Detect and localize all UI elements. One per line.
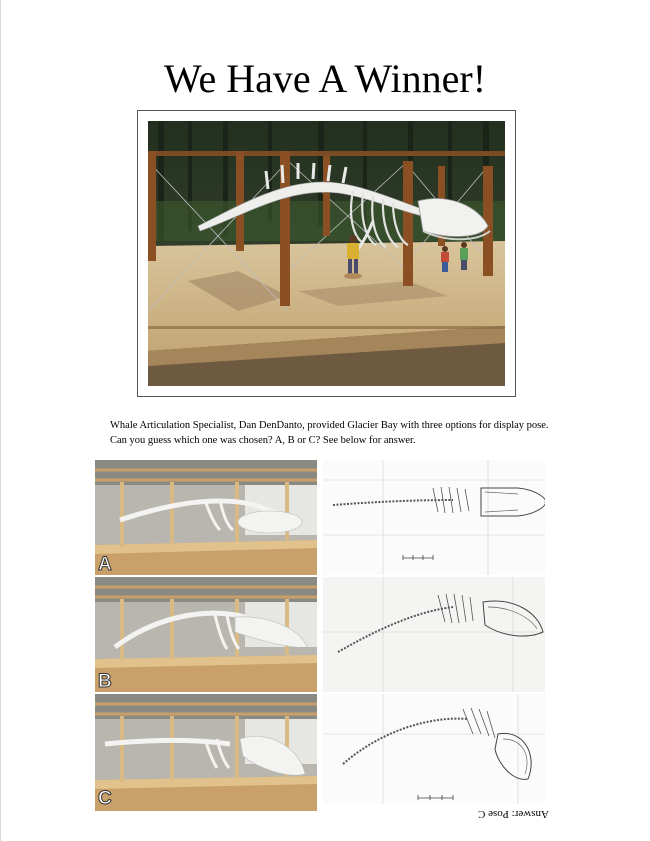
pose-label-c: C bbox=[98, 788, 112, 809]
caption-line-2: Can you guess which one was chosen? A, B or C? See below for answer. bbox=[110, 435, 416, 446]
page-title: We Have A Winner! bbox=[163, 56, 487, 101]
page-edge bbox=[0, 0, 1, 841]
whale-skeleton-photo bbox=[148, 121, 505, 386]
pose-a-photo bbox=[95, 460, 317, 575]
pose-b-photo bbox=[95, 577, 317, 692]
pose-label-a: A bbox=[98, 554, 112, 575]
pose-c-sketch bbox=[323, 694, 545, 804]
caption bbox=[110, 418, 570, 448]
caption-line-1: Whale Articulation Specialist, Dan DenDanto, provided Glacier Bay with three options for display pose. bbox=[110, 420, 549, 431]
hero-photo-frame bbox=[137, 110, 516, 397]
answer-text: Answer: Pose C bbox=[478, 808, 549, 820]
pose-a-sketch bbox=[323, 460, 545, 575]
pose-b-sketch bbox=[323, 577, 545, 692]
pose-c-photo bbox=[95, 694, 317, 811]
pose-label-b: B bbox=[98, 671, 112, 692]
